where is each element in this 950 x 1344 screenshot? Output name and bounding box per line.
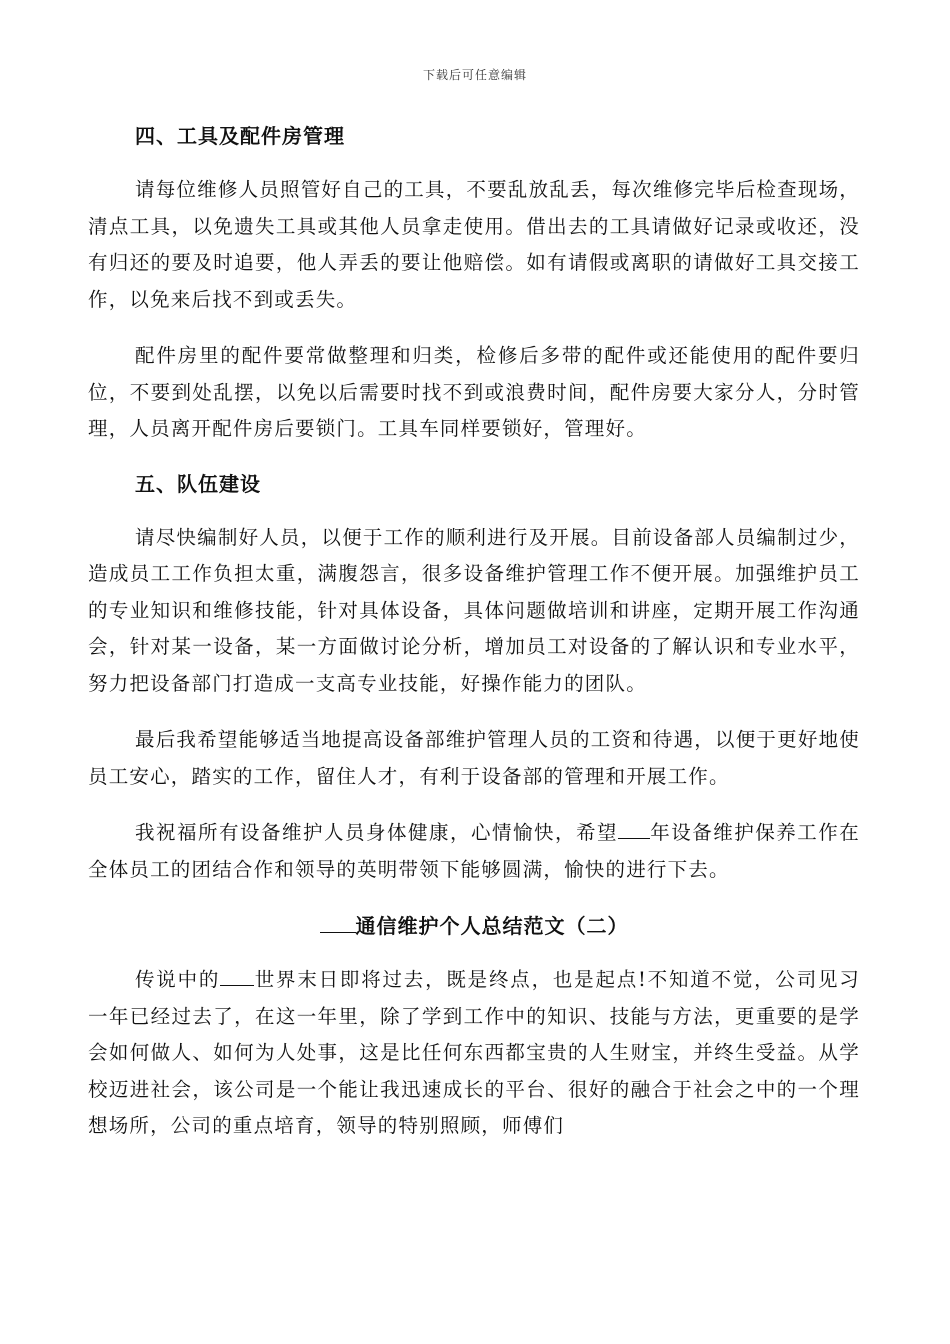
year-blank [618,820,650,839]
intro-blank [220,967,254,986]
article-title [88,908,860,944]
section-heading-tools: 四、工具及配件房管理 [135,124,345,148]
header-note: 下载后可任意编辑 [422,68,527,82]
paragraph-blessing [88,815,860,888]
paragraph-article-intro [88,962,860,1145]
paragraph-tools-care: 请每位维修人员照管好自己的工具，不要乱放乱丢，每次维修完毕后检查现场，清点工具，以免遗失工具或其他人员拿走使用。借出去的工具请做好记录或收还，没有归还的要及时追要，他人弄丢的要让他赔偿。如有请假或离职的请做好工具交接工作，以免来后找不到或丢失。 [88,178,860,311]
article-title-text: 通信维护个人总结范文（二） [355,914,629,938]
title-blank [320,914,356,933]
paragraph-salary-hope: 最后我希望能够适当地提高设备部维护管理人员的工资和待遇，以便于更好地使员工安心，踏实的工作，留住人才，有利于设备部的管理和开展工作。 [88,728,860,788]
paragraph-team-building: 请尽快编制好人员，以便于工作的顺利进行及开展。目前设备部人员编制过少，造成员工工作负担太重，满腹怨言，很多设备维护管理工作不便开展。加强维护员工的专业知识和维修技能，针对具体设备，具体问题做培训和讲座，定期开展工作沟通会，针对某一设备，某一方面做讨论分析，增加员工对设备的了解认识和专业水平，努力把设备部门打造成一支高专业技能，好操作能力的团队。 [88,525,860,695]
blessing-text-before: 我祝福所有设备维护人员身体健康，心情愉快，希望 [135,821,618,844]
intro-text-after: 世界末日即将过去，既是终点，也是起点!不知道不觉，公司见习一年已经过去了，在这一年里，除了学到工作中的知识、技能与方法，更重要的是学会如何做人、如何为人处事，这是比任何东西都宝贵的人生财宝，并终生受益。从学校迈进社会，该公司是一个能让我迅速成长的平台、很好的融合于社会之中的一个理想场所，公司的重点培育，领导的特别照顾，师傅们 [88,968,860,1137]
section-heading-team: 五、队伍建设 [135,471,261,496]
blessing-text-after: 年设备维护保养工作在全体员工的团结合作和领导的英明带领下能够圆满，愉快的进行下去。 [88,821,860,881]
paragraph-parts-room: 配件房里的配件要常做整理和归类，检修后多带的配件或还能使用的配件要归位，不要到处乱摆，以免以后需要时找不到或浪费时间，配件房要大家分人，分时管理，人员离开配件房后要锁门。工具车同样要锁好，管理好。 [88,344,860,440]
document-body [88,118,860,1145]
intro-text-before: 传说中的 [135,968,221,991]
